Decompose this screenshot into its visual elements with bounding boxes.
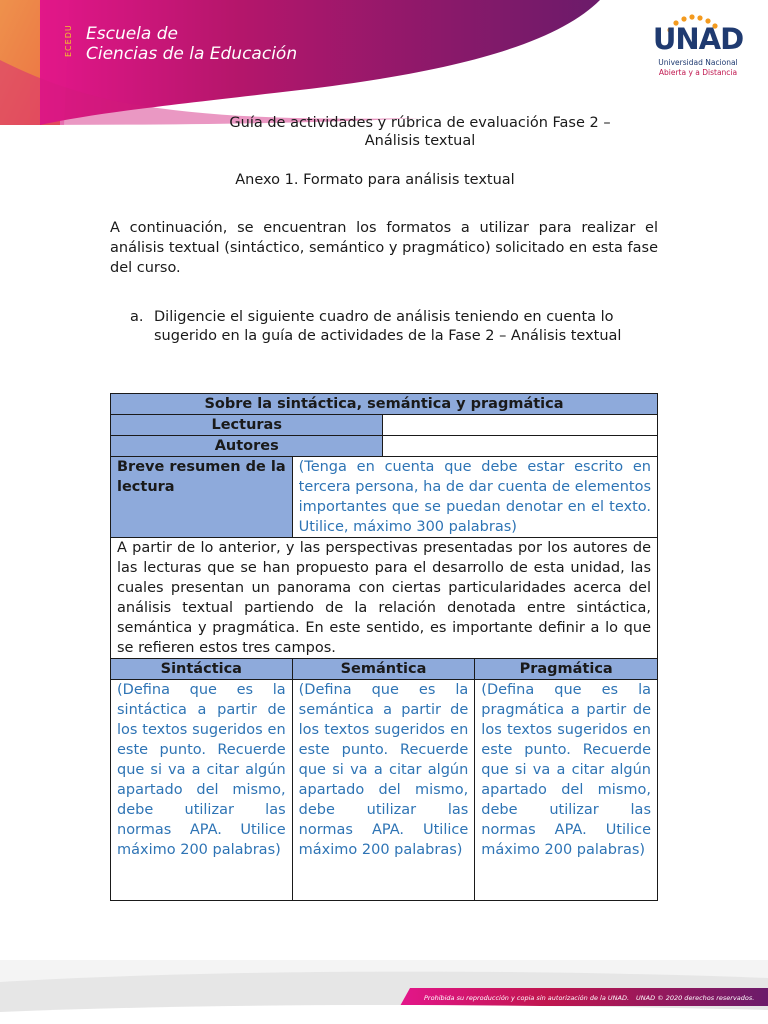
autores-label: Autores bbox=[111, 436, 383, 457]
context-paragraph: A partir de lo anterior, y las perspectivas presentadas por los autores de las lecturas que se han propuesto para el desarrollo de esta unidad, las cuales presentan un panorama con ciertas particularidades acerca del análisis textual partiendo de la relación denotada entre sintáctica, semántica y pragmática. En este sentido, es importante definir a lo que se refieren estos tres campos. bbox=[111, 538, 658, 659]
footer-banner bbox=[0, 960, 768, 1024]
unad-subtitle-2: Abierta y a Distancia bbox=[658, 68, 738, 77]
document-title-line2: Análisis textual bbox=[364, 133, 476, 149]
semantica-instruction[interactable]: (Defina que es la semántica a partir de los textos sugeridos en este punto. Recuerde que si va a citar algún apartado del mismo, debe utilizar las normas APA. Utilice máximo 200 palabras) bbox=[292, 680, 475, 901]
sintactica-instruction[interactable]: (Defina que es la sintáctica a partir de los textos sugeridos en este punto. Recuerde que si va a citar algún apartado del mismo, debe utilizar las normas APA. Utilice máximo 200 palabras) bbox=[111, 680, 293, 901]
resumen-label: Breve resumen de la lectura bbox=[111, 457, 293, 538]
annex-heading: Anexo 1. Formato para análisis textual bbox=[235, 172, 515, 188]
lecturas-value[interactable] bbox=[383, 415, 658, 436]
table-header: Sobre la sintáctica, semántica y pragmática bbox=[111, 394, 658, 415]
footer-rights: UNAD © 2020 derechos reservados. bbox=[636, 994, 755, 1002]
column-header-pragmatica: Pragmática bbox=[475, 659, 658, 680]
analysis-table bbox=[110, 393, 658, 901]
resumen-instruction[interactable]: (Tenga en cuenta que debe estar escrito en tercera persona, ha de dar cuenta de elementos importantes que se puedan denotar en el texto. Utilice, máximo 300 palabras) bbox=[292, 457, 657, 538]
autores-value[interactable] bbox=[383, 436, 658, 457]
intro-paragraph: A continuación, se encuentran los formatos a utilizar para realizar el análisis textual (sintáctico, semántico y pragmático) solicitado en esta fase del curso. bbox=[110, 220, 658, 276]
unad-subtitle-1: Universidad Nacional bbox=[658, 58, 738, 67]
document-title-line1: Guía de actividades y rúbrica de evaluación Fase 2 – bbox=[229, 115, 611, 131]
school-name-line2: Ciencias de la Educación bbox=[86, 44, 298, 64]
ecedu-tag: ECEDU bbox=[64, 24, 73, 58]
footer-copyright-notice: Prohibida su reproducción y copia sin autorización de la UNAD. bbox=[424, 994, 630, 1002]
column-header-sintactica: Sintáctica bbox=[111, 659, 293, 680]
unad-logo-text: UNAD bbox=[652, 22, 744, 56]
pragmatica-instruction[interactable]: (Defina que es la pragmática a partir de los textos sugeridos en este punto. Recuerde que si va a citar algún apartado del mismo, debe utilizar las normas APA. Utilice máximo 200 palabras) bbox=[475, 680, 658, 901]
lecturas-label: Lecturas bbox=[111, 415, 383, 436]
instruction-text: Diligencie el siguiente cuadro de análisis teniendo en cuenta lo sugerido en la guía de actividades de la Fase 2 – Análisis textual bbox=[154, 309, 622, 344]
list-marker: a. bbox=[130, 309, 144, 325]
school-name-line1: Escuela de bbox=[86, 24, 178, 44]
column-header-semantica: Semántica bbox=[292, 659, 475, 680]
